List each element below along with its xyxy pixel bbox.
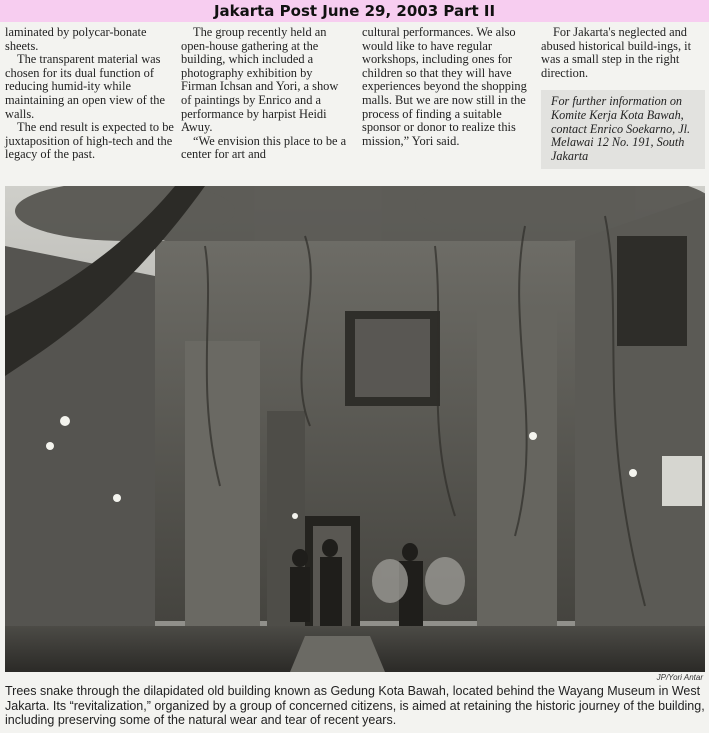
article-column-1 — [5, 26, 175, 162]
paragraph: For Jakarta's neglected and abused historical build-ings, it was a small step in the right direction. — [541, 25, 692, 80]
article-column-3 — [362, 26, 532, 148]
paragraph: cultural performances. We also would like to have regular workshops, including ones for children so that they will have experiences beyond the shopping malls. But we are now still in the process of finding a suitable sponsor or donor to realize this mission,” Yori said. — [362, 25, 527, 148]
paragraph: laminated by polycar-bonate sheets. — [5, 25, 147, 53]
paragraph: The transparent material was chosen for its dual function of reducing humid-ity while maintaining an open view of the walls. — [5, 52, 166, 121]
article-column-4 — [541, 26, 705, 169]
paragraph: “We envision this place to be a center for art and — [181, 133, 347, 162]
newspaper-masthead: Jakarta Post June 29, 2003 Part II — [0, 0, 709, 22]
building-photo — [5, 186, 705, 672]
article-column-2 — [181, 26, 351, 162]
ruined-building-illustration — [5, 186, 705, 672]
paragraph: The group recently held an open-house gathering at the building, which included a photography exhibition by Firman Ichsan and Yori, a show of paintings by Enrico and a performance by harpist Heidi Awuy. — [181, 25, 339, 135]
info-box: For further information on Komite Kerja Kota Bawah, contact Enrico Soekarno, Jl. Melawai 12 No. 191, South Jakarta — [541, 90, 705, 169]
photo-caption: Trees snake through the dilapidated old building known as Gedung Kota Bawah, located behind the Wayang Museum in West Jakarta. Its “revitalization,” organized by a group of concerned citizens, is aimed at retaining the historic journey of the building, including preserving some of the natural wear and tear of recent years. — [5, 684, 705, 727]
paragraph: The end result is expected to be juxtaposition of high-tech and the legacy of the past. — [5, 120, 174, 162]
photo-credit: JP/Yori Antar — [656, 673, 703, 682]
